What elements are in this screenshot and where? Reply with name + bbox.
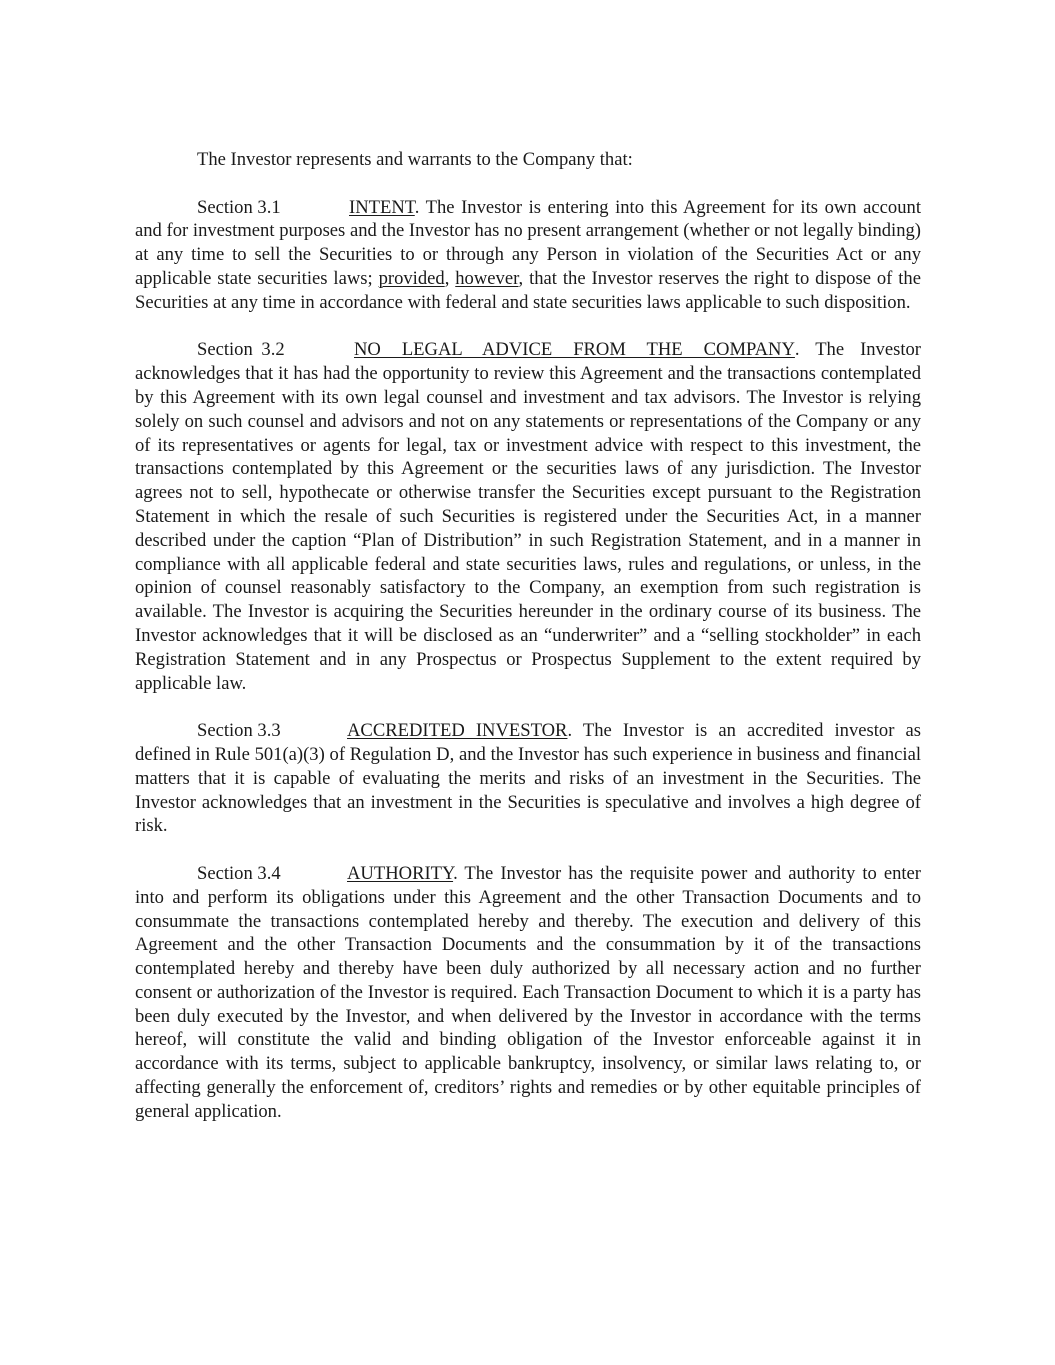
section-title: AUTHORITY <box>347 862 454 884</box>
section-text: . The Investor is entering into this Agreement for its own account and for investment purposes and the Investor has no present arrangement (whether or not legally binding) at any time to sell the Securities to or through any Person in violation of the Securities Act or any applicable state securities laws; <box>135 196 921 289</box>
section-text: . The Investor is an accredited investor as defined in Rule 501(a)(3) of Regulation D, and the Investor has such experience in business and financial matters that it is capable of evaluating the merits and risks of an investment in the Securities. The Investor acknowledges that an investment in the Securities is speculative and involves a high degree of risk. <box>135 720 921 837</box>
section-number: Section 3.1 <box>197 196 281 218</box>
section-text: . The Investor has the requisite power and authority to enter into and perform its obligations under this Agreement and the other Transaction Documents and to consummate the transactions contemplated hereby and thereby. The execution and delivery of this Agreement and the other Transaction Documents and the consummation by it of the transactions contemplated hereby and thereby have been duly authorized by all necessary action and no further consent or authorization of the Investor is required. Each Transaction Document to which it is a party has been duly executed by the Investor, and when delivered by the Investor in accordance with the terms hereof, will constitute the valid and binding obligation of the Investor enforceable against it in accordance with its terms, subject to applicable bankruptcy, insolvency, or similar laws relating to, or affecting generally the enforcement of, creditors’ rights and remedies or by other equitable principles of general application. <box>135 862 921 1122</box>
section-text: , that the Investor reserves the right to dispose of the Securities at any time in accordance with federal and state securities laws applicable to such disposition. <box>135 267 921 313</box>
section-number: Section 3.2 <box>197 339 285 361</box>
provided-term: provided <box>378 267 445 289</box>
document-page <box>135 148 921 1147</box>
section-text: . The Investor acknowledges that it has had the opportunity to review this Agreement and the transactions contemplated by this Agreement with its own legal counsel and investment and tax advisors. The Investor is relying solely on such counsel and advisors and not on any statements or representations of the Company or any of its representatives or agents for legal, tax or investment advice with respect to this investment, the transactions contemplated by this Agreement or the securities laws of any jurisdiction. The Investor agrees not to sell, hypothecate or otherwise transfer the Securities except pursuant to the Registration Statement in which the resale of such Securities is registered under the Securities Act, in a manner described under the caption “Plan of Distribution” in such Registration Statement, and in a manner in compliance with all applicable federal and state securities laws, rules and regulations, or unless, in the opinion of counsel reasonably satisfactory to the Company, an exemption from such registration is available. The Investor is acquiring the Securities hereunder in the ordinary course of its business. The Investor acknowledges that it will be disclosed as an “underwriter” and a “selling stockholder” in each Registration Statement and in any Prospectus or Prospectus Supplement to the extent required by applicable law. <box>135 339 921 694</box>
section-3-4 <box>135 862 921 1124</box>
section-text-comma: , <box>444 267 456 289</box>
intro-paragraph: The Investor represents and warrants to the Company that: <box>197 149 633 170</box>
section-3-3 <box>135 719 921 838</box>
however-term: however <box>455 267 519 289</box>
section-3-1 <box>135 196 921 315</box>
section-number: Section 3.4 <box>197 862 281 884</box>
section-title: INTENT <box>349 196 415 218</box>
section-title: NO LEGAL ADVICE FROM THE COMPANY <box>354 339 795 361</box>
section-3-2 <box>135 338 921 695</box>
section-title: ACCREDITED INVESTOR <box>347 720 568 742</box>
section-number: Section 3.3 <box>197 720 281 742</box>
